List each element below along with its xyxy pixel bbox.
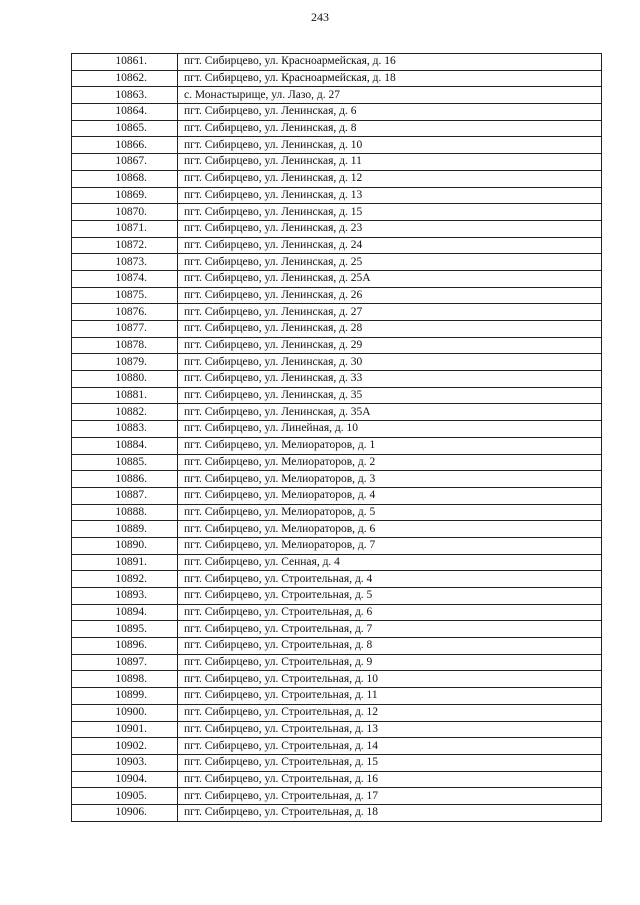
row-address: пгт. Сибирцево, ул. Строительная, д. 8 [178, 638, 602, 655]
table-row [72, 804, 602, 821]
table-row [72, 237, 602, 254]
table-row [72, 554, 602, 571]
row-number: 10897. [72, 654, 178, 671]
row-number: 10899. [72, 688, 178, 705]
row-address: пгт. Сибирцево, ул. Ленинская, д. 27 [178, 304, 602, 321]
table-row [72, 421, 602, 438]
row-number: 10884. [72, 437, 178, 454]
row-number: 10871. [72, 220, 178, 237]
row-number: 10901. [72, 721, 178, 738]
table-row [72, 521, 602, 538]
row-address: пгт. Сибирцево, ул. Мелиораторов, д. 7 [178, 537, 602, 554]
row-number: 10865. [72, 120, 178, 137]
table-row [72, 187, 602, 204]
row-address: пгт. Сибирцево, ул. Строительная, д. 4 [178, 571, 602, 588]
row-number: 10905. [72, 788, 178, 805]
row-address: пгт. Сибирцево, ул. Строительная, д. 7 [178, 621, 602, 638]
table-row [72, 337, 602, 354]
row-address: пгт. Сибирцево, ул. Мелиораторов, д. 1 [178, 437, 602, 454]
row-address: пгт. Сибирцево, ул. Мелиораторов, д. 3 [178, 471, 602, 488]
row-number: 10898. [72, 671, 178, 688]
row-number: 10878. [72, 337, 178, 354]
table-row [72, 704, 602, 721]
row-number: 10862. [72, 70, 178, 87]
table-row [72, 354, 602, 371]
row-address: пгт. Сибирцево, ул. Строительная, д. 6 [178, 604, 602, 621]
table-row [72, 137, 602, 154]
row-address: пгт. Сибирцево, ул. Строительная, д. 18 [178, 804, 602, 821]
row-number: 10881. [72, 387, 178, 404]
table-row [72, 204, 602, 221]
row-number: 10894. [72, 604, 178, 621]
row-address: пгт. Сибирцево, ул. Ленинская, д. 30 [178, 354, 602, 371]
row-number: 10892. [72, 571, 178, 588]
table-row [72, 671, 602, 688]
address-table-body [72, 54, 602, 822]
table-row [72, 537, 602, 554]
row-address: пгт. Сибирцево, ул. Красноармейская, д. 18 [178, 70, 602, 87]
row-address: пгт. Сибирцево, ул. Ленинская, д. 26 [178, 287, 602, 304]
row-number: 10872. [72, 237, 178, 254]
row-number: 10863. [72, 87, 178, 104]
table-row [72, 721, 602, 738]
table-row [72, 654, 602, 671]
row-number: 10869. [72, 187, 178, 204]
row-address: пгт. Сибирцево, ул. Мелиораторов, д. 5 [178, 504, 602, 521]
table-row [72, 304, 602, 321]
row-address: пгт. Сибирцево, ул. Линейная, д. 10 [178, 421, 602, 438]
table-row [72, 104, 602, 121]
row-number: 10902. [72, 738, 178, 755]
row-number: 10877. [72, 321, 178, 338]
row-number: 10861. [72, 54, 178, 71]
row-number: 10900. [72, 704, 178, 721]
table-row [72, 688, 602, 705]
table-row [72, 154, 602, 171]
table-row [72, 771, 602, 788]
row-number: 10890. [72, 537, 178, 554]
row-address: пгт. Сибирцево, ул. Ленинская, д. 25 [178, 254, 602, 271]
table-row [72, 487, 602, 504]
row-address: пгт. Сибирцево, ул. Строительная, д. 9 [178, 654, 602, 671]
table-row [72, 604, 602, 621]
row-address: пгт. Сибирцево, ул. Ленинская, д. 11 [178, 154, 602, 171]
row-address: пгт. Сибирцево, ул. Строительная, д. 13 [178, 721, 602, 738]
row-address: пгт. Сибирцево, ул. Строительная, д. 16 [178, 771, 602, 788]
row-number: 10864. [72, 104, 178, 121]
table-row [72, 270, 602, 287]
table-row [72, 170, 602, 187]
table-row [72, 504, 602, 521]
row-address: пгт. Сибирцево, ул. Красноармейская, д. 16 [178, 54, 602, 71]
table-row [72, 321, 602, 338]
row-address: пгт. Сибирцево, ул. Строительная, д. 10 [178, 671, 602, 688]
address-table [71, 53, 602, 822]
table-row [72, 371, 602, 388]
row-address: пгт. Сибирцево, ул. Ленинская, д. 12 [178, 170, 602, 187]
row-address: пгт. Сибирцево, ул. Сенная, д. 4 [178, 554, 602, 571]
row-address: пгт. Сибирцево, ул. Ленинская, д. 8 [178, 120, 602, 137]
row-address: пгт. Сибирцево, ул. Ленинская, д. 35 [178, 387, 602, 404]
row-address: пгт. Сибирцево, ул. Строительная, д. 17 [178, 788, 602, 805]
row-number: 10896. [72, 638, 178, 655]
row-number: 10889. [72, 521, 178, 538]
table-row [72, 471, 602, 488]
table-row [72, 220, 602, 237]
row-address: пгт. Сибирцево, ул. Ленинская, д. 28 [178, 321, 602, 338]
row-number: 10893. [72, 588, 178, 605]
row-address: пгт. Сибирцево, ул. Мелиораторов, д. 2 [178, 454, 602, 471]
row-number: 10891. [72, 554, 178, 571]
row-number: 10875. [72, 287, 178, 304]
row-address: пгт. Сибирцево, ул. Строительная, д. 15 [178, 754, 602, 771]
row-number: 10886. [72, 471, 178, 488]
row-address: пгт. Сибирцево, ул. Строительная, д. 12 [178, 704, 602, 721]
table-row [72, 254, 602, 271]
row-address: пгт. Сибирцево, ул. Ленинская, д. 25А [178, 270, 602, 287]
table-row [72, 54, 602, 71]
row-number: 10888. [72, 504, 178, 521]
row-number: 10868. [72, 170, 178, 187]
row-address: пгт. Сибирцево, ул. Мелиораторов, д. 4 [178, 487, 602, 504]
table-row [72, 738, 602, 755]
table-row [72, 754, 602, 771]
table-row [72, 70, 602, 87]
table-row [72, 387, 602, 404]
row-address: с. Монастырище, ул. Лазо, д. 27 [178, 87, 602, 104]
row-address: пгт. Сибирцево, ул. Ленинская, д. 24 [178, 237, 602, 254]
table-row [72, 120, 602, 137]
row-number: 10867. [72, 154, 178, 171]
row-address: пгт. Сибирцево, ул. Ленинская, д. 35А [178, 404, 602, 421]
row-address: пгт. Сибирцево, ул. Ленинская, д. 33 [178, 371, 602, 388]
table-row [72, 571, 602, 588]
row-address: пгт. Сибирцево, ул. Ленинская, д. 29 [178, 337, 602, 354]
table-row [72, 87, 602, 104]
row-number: 10873. [72, 254, 178, 271]
table-row [72, 638, 602, 655]
table-row [72, 437, 602, 454]
row-number: 10885. [72, 454, 178, 471]
row-number: 10866. [72, 137, 178, 154]
row-number: 10870. [72, 204, 178, 221]
table-row [72, 287, 602, 304]
row-number: 10880. [72, 371, 178, 388]
row-address: пгт. Сибирцево, ул. Мелиораторов, д. 6 [178, 521, 602, 538]
row-number: 10903. [72, 754, 178, 771]
row-number: 10874. [72, 270, 178, 287]
table-row [72, 454, 602, 471]
table-row [72, 788, 602, 805]
row-number: 10895. [72, 621, 178, 638]
row-number: 10876. [72, 304, 178, 321]
row-number: 10882. [72, 404, 178, 421]
row-number: 10879. [72, 354, 178, 371]
row-number: 10883. [72, 421, 178, 438]
row-address: пгт. Сибирцево, ул. Ленинская, д. 15 [178, 204, 602, 221]
page-number: 243 [311, 10, 329, 24]
row-address: пгт. Сибирцево, ул. Ленинская, д. 23 [178, 220, 602, 237]
row-address: пгт. Сибирцево, ул. Строительная, д. 5 [178, 588, 602, 605]
table-row [72, 588, 602, 605]
row-address: пгт. Сибирцево, ул. Ленинская, д. 10 [178, 137, 602, 154]
row-address: пгт. Сибирцево, ул. Ленинская, д. 13 [178, 187, 602, 204]
table-row [72, 621, 602, 638]
row-number: 10906. [72, 804, 178, 821]
row-address: пгт. Сибирцево, ул. Строительная, д. 14 [178, 738, 602, 755]
table-row [72, 404, 602, 421]
row-number: 10887. [72, 487, 178, 504]
row-number: 10904. [72, 771, 178, 788]
row-address: пгт. Сибирцево, ул. Ленинская, д. 6 [178, 104, 602, 121]
row-address: пгт. Сибирцево, ул. Строительная, д. 11 [178, 688, 602, 705]
